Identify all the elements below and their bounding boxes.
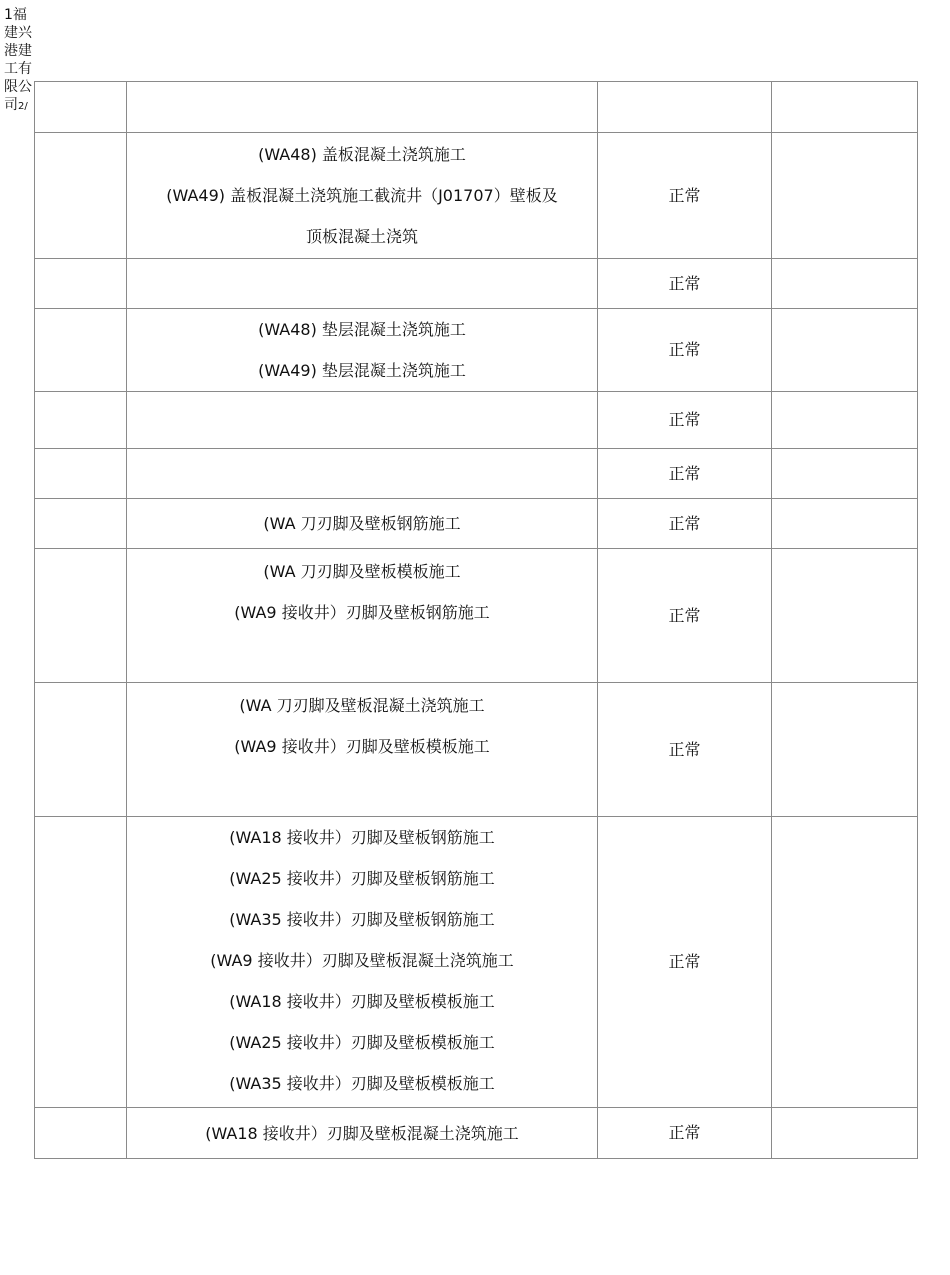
status-text: 正常: [668, 340, 701, 359]
table-row: [35, 683, 918, 817]
work-item-line: (WA 刀刃脚及壁板钢筋施工: [263, 514, 461, 533]
cell-status: [598, 392, 772, 449]
cell-work-items: [127, 549, 598, 683]
status-text: 正常: [668, 952, 701, 971]
cell-status: [598, 449, 772, 499]
page-marker: 2/: [18, 101, 28, 112]
work-item-line: (WA49) 盖板混凝土浇筑施工截流井（J01707）壁板及: [166, 186, 558, 205]
cell-index: [35, 549, 127, 683]
work-item-line: (WA25 接收井）刃脚及壁板模板施工: [229, 1033, 495, 1052]
company-side-note: [4, 6, 36, 116]
work-item-line: (WA18 接收井）刃脚及壁板钢筋施工: [229, 828, 495, 847]
work-item-line: (WA48) 盖板混凝土浇筑施工: [258, 145, 466, 164]
table-row: [35, 392, 918, 449]
cell-work-items: [127, 683, 598, 817]
cell-work-items: [127, 309, 598, 392]
cell-index: [35, 392, 127, 449]
cell-remarks: [772, 817, 918, 1108]
cell-remarks: [772, 449, 918, 499]
cell-index: [35, 309, 127, 392]
cell-index: [35, 259, 127, 309]
work-item-line: 顶板混凝土浇筑: [305, 227, 418, 246]
cell-index: [35, 1108, 127, 1159]
table-row: [35, 309, 918, 392]
table-row: [35, 499, 918, 549]
cell-index: [35, 817, 127, 1108]
cell-work-items: [127, 817, 598, 1108]
cell-status: [598, 82, 772, 133]
cell-status: [598, 1108, 772, 1159]
cell-index: [35, 449, 127, 499]
status-text: 正常: [668, 513, 701, 533]
cell-work-items: [127, 133, 598, 259]
cell-remarks: [772, 1108, 918, 1159]
work-item-line: (WA9 接收井）刃脚及壁板混凝土浇筑施工: [210, 951, 514, 970]
work-item-line: (WA18 接收井）刃脚及壁板混凝土浇筑施工: [205, 1123, 519, 1143]
cell-index: [35, 82, 127, 133]
table-row: [35, 259, 918, 309]
cell-status: [598, 549, 772, 683]
cell-remarks: [772, 392, 918, 449]
cell-status: [598, 683, 772, 817]
cell-remarks: [772, 499, 918, 549]
company-name: 1福建兴港建工有限公司: [4, 7, 32, 113]
cell-work-items: [127, 499, 598, 549]
cell-index: [35, 499, 127, 549]
work-item-line: (WA18 接收井）刃脚及壁板模板施工: [229, 992, 495, 1011]
work-item-line: (WA 刀刃脚及壁板模板施工: [263, 562, 461, 581]
work-item-line: (WA25 接收井）刃脚及壁板钢筋施工: [229, 869, 495, 888]
cell-index: [35, 133, 127, 259]
work-item-line: (WA9 接收井）刃脚及壁板模板施工: [234, 737, 490, 756]
status-text: 正常: [668, 1123, 701, 1142]
cell-work-items: [127, 1108, 598, 1159]
table-row: [35, 817, 918, 1108]
status-text: 正常: [668, 463, 701, 483]
work-item-line: (WA49) 垫层混凝土浇筑施工: [258, 361, 466, 380]
cell-work-items: [127, 82, 598, 133]
cell-status: [598, 259, 772, 309]
work-item-line: (WA 刀刃脚及壁板混凝土浇筑施工: [239, 696, 485, 715]
status-text: 正常: [668, 739, 701, 759]
table-row: [35, 82, 918, 133]
work-item-line: (WA9 接收井）刃脚及壁板钢筋施工: [234, 603, 490, 622]
cell-remarks: [772, 309, 918, 392]
cell-remarks: [772, 259, 918, 309]
cell-work-items: [127, 259, 598, 309]
cell-status: [598, 499, 772, 549]
cell-remarks: [772, 133, 918, 259]
table-row: [35, 133, 918, 259]
cell-remarks: [772, 82, 918, 133]
construction-schedule-table: [34, 81, 918, 1159]
table-row: [35, 1108, 918, 1159]
cell-work-items: [127, 392, 598, 449]
cell-remarks: [772, 683, 918, 817]
status-text: 正常: [668, 185, 701, 205]
status-text: 正常: [668, 605, 701, 625]
work-item-line: (WA35 接收井）刃脚及壁板模板施工: [229, 1074, 495, 1093]
cell-remarks: [772, 549, 918, 683]
cell-work-items: [127, 449, 598, 499]
work-item-line: (WA35 接收井）刃脚及壁板钢筋施工: [229, 910, 495, 929]
cell-status: [598, 309, 772, 392]
table-row: [35, 549, 918, 683]
work-item-line: (WA48) 垫层混凝土浇筑施工: [258, 320, 466, 339]
cell-index: [35, 683, 127, 817]
schedule-body: [35, 82, 918, 1159]
status-text: 正常: [668, 410, 701, 429]
cell-status: [598, 133, 772, 259]
cell-status: [598, 817, 772, 1108]
status-text: 正常: [668, 273, 701, 293]
table-row: [35, 449, 918, 499]
